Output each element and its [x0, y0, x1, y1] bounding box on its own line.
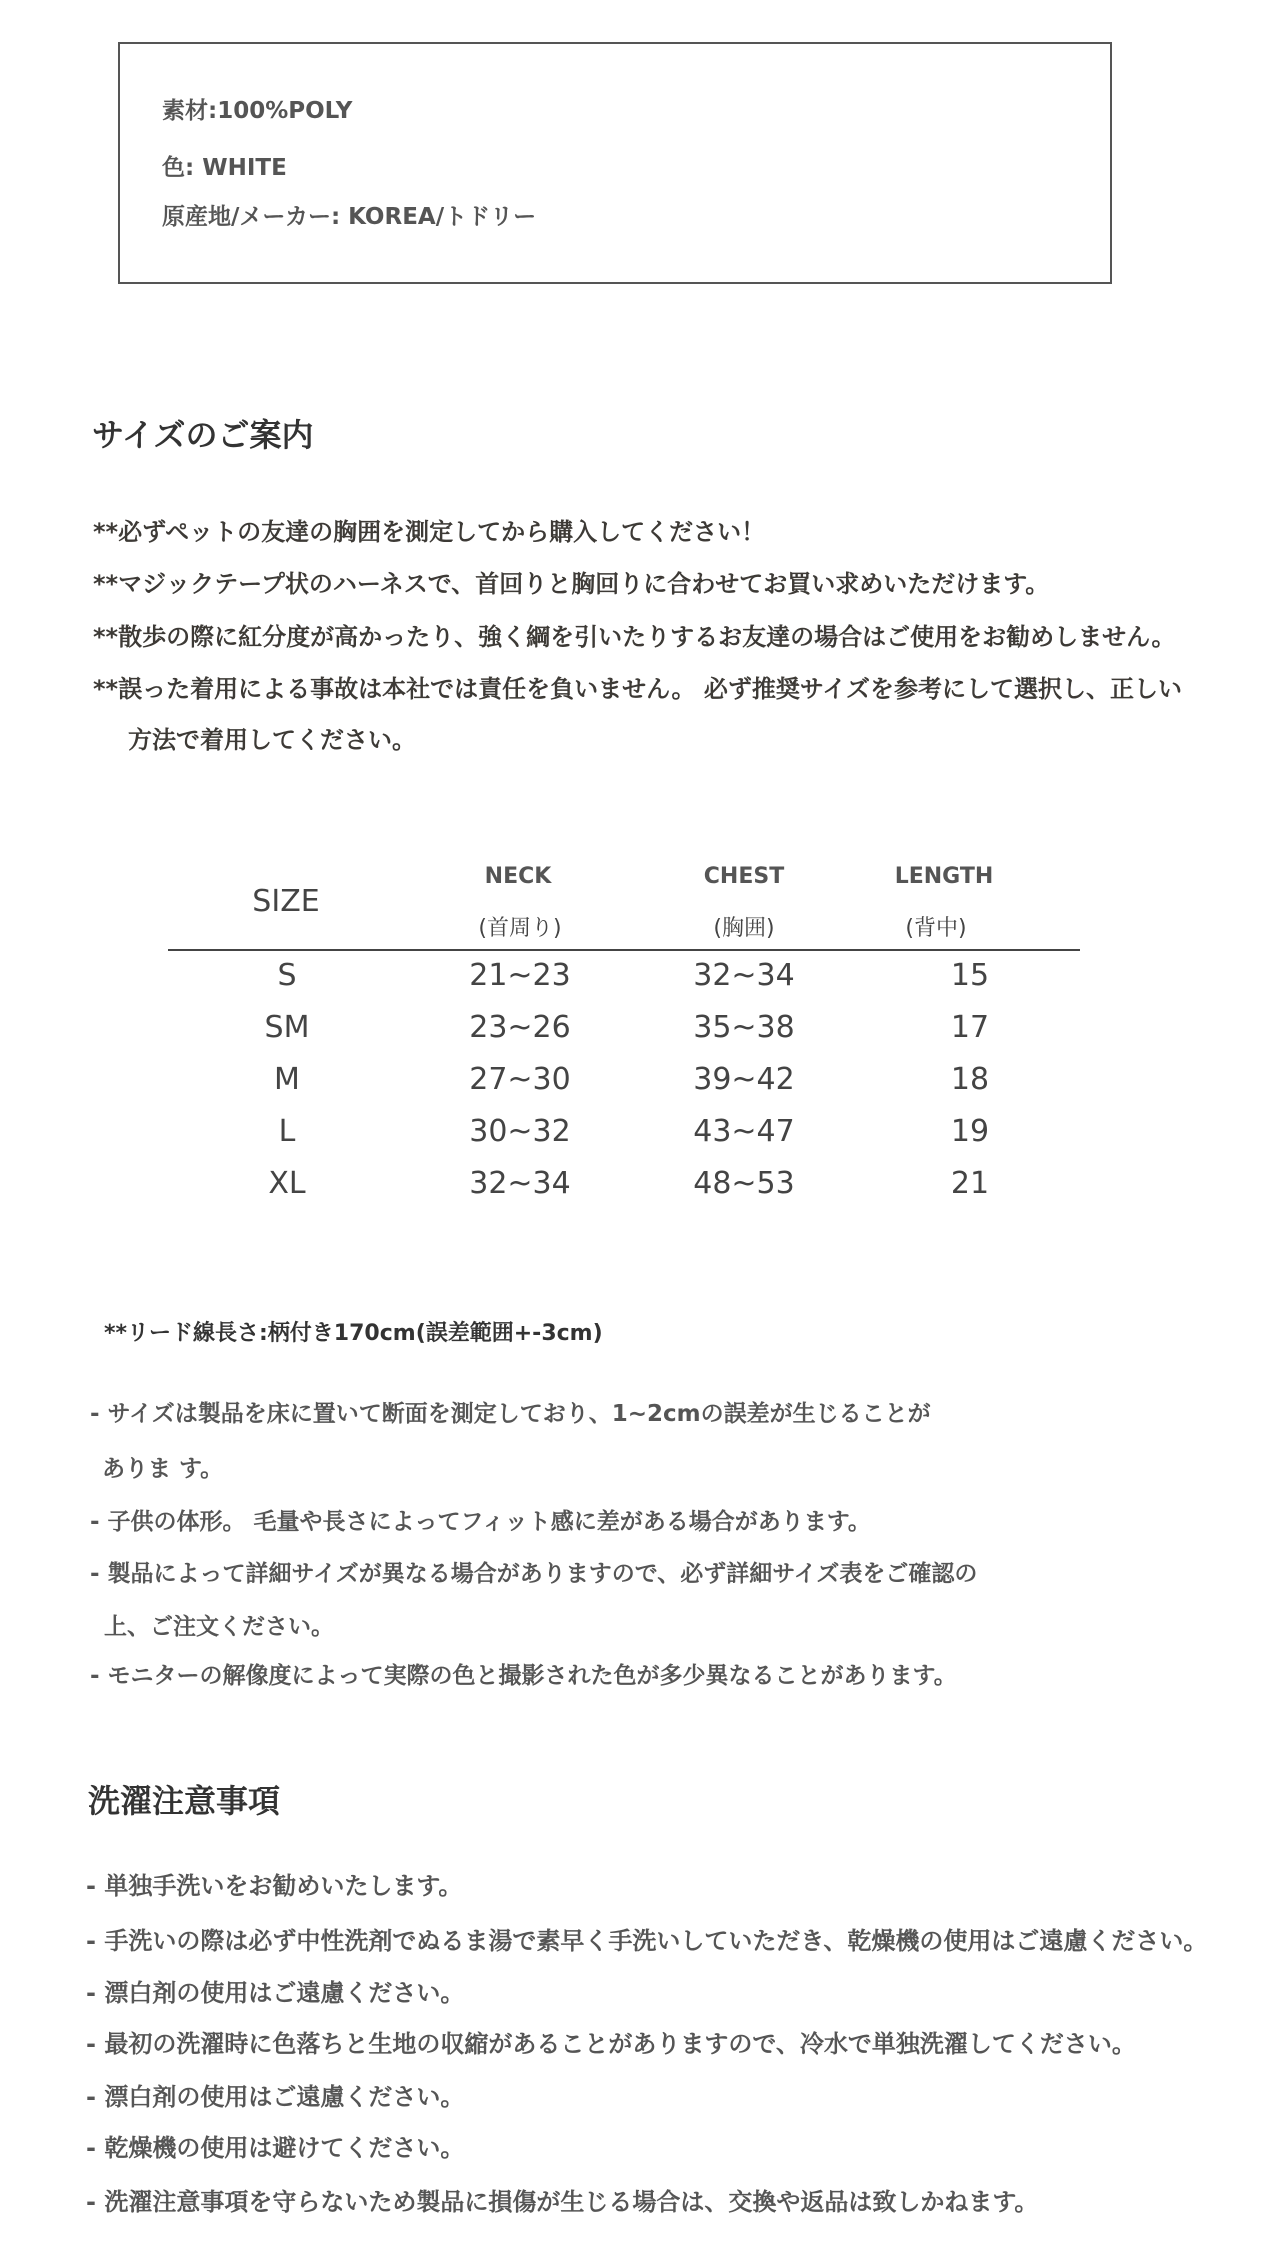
cell-length: 19 [950, 1114, 990, 1149]
header-chest: CHEST [703, 864, 785, 889]
warning-line: 方法で着用してください。 [128, 726, 416, 754]
cell-size: M [274, 1062, 300, 1097]
cell-chest: 35~38 [693, 1010, 795, 1045]
washing-item: - 最初の洗濯時に色落ちと生地の収縮があることがありますので、冷水で単独洗濯してください。 [86, 2030, 1136, 2058]
info-line: - モニターの解像度によって実際の色と撮影された色が多少異なることがあります。 [90, 1663, 957, 1689]
header-length-sub: (背中) [905, 916, 967, 941]
cell-length: 17 [950, 1010, 990, 1045]
header-size: SIZE [252, 884, 320, 919]
cell-size: L [278, 1114, 296, 1149]
info-line: ありま す。 [102, 1456, 224, 1482]
material-text: 素材:100%POLY [162, 98, 353, 124]
cell-size: S [277, 958, 297, 993]
cell-neck: 32~34 [469, 1166, 571, 1201]
origin-text: 原産地/メーカー: KOREA/トドリー [162, 204, 537, 230]
washing-item: - 洗濯注意事項を守らないため製品に損傷が生じる場合は、交換や返品は致しかねます。 [86, 2188, 1039, 2216]
cell-length: 18 [950, 1062, 990, 1097]
cell-length: 15 [950, 958, 990, 993]
warning-line: **マジックテープ状のハーネスで、首回りと胸回りに合わせてお買い求めいただけます。 [93, 570, 1050, 598]
cell-chest: 48~53 [693, 1166, 795, 1201]
color-text: 色: WHITE [162, 155, 287, 181]
cell-neck: 30~32 [469, 1114, 571, 1149]
cell-length: 21 [950, 1166, 990, 1201]
info-line: 上、ご注文ください。 [104, 1614, 334, 1640]
cell-neck: 23~26 [469, 1010, 571, 1045]
cell-size: XL [268, 1166, 306, 1201]
washing-item: - 漂白剤の使用はご遠慮ください。 [86, 1979, 465, 2007]
header-chest-sub: (胸囲) [713, 916, 775, 941]
size-guide-title: サイズのご案内 [92, 416, 314, 454]
warning-line: **必ずペットの友達の胸囲を測定してから購入してください！ [93, 518, 766, 546]
cell-neck: 27~30 [469, 1062, 571, 1097]
washing-title: 洗濯注意事項 [88, 1782, 281, 1820]
table-header-rule [168, 949, 1080, 951]
warning-line: **散歩の際に紅分度が高かったり、強く綱を引いたりするお友達の場合はご使用をお勧めしません。 [93, 623, 1176, 651]
info-line: - サイズは製品を床に置いて断面を測定しており、1~2cmの誤差が生じることが [90, 1401, 931, 1427]
lead-length-note: **リード線長さ:柄付き170cm(誤差範囲+-3cm) [104, 1321, 603, 1346]
washing-item: - 単独手洗いをお勧めいたします。 [86, 1872, 463, 1900]
header-neck: NECK [484, 864, 552, 889]
header-neck-sub: (首周り) [478, 916, 562, 941]
cell-neck: 21~23 [469, 958, 571, 993]
cell-chest: 39~42 [693, 1062, 795, 1097]
info-line: - 子供の体形。 毛量や長さによってフィット感に差がある場合があります。 [90, 1509, 871, 1535]
header-length: LENGTH [894, 864, 994, 889]
cell-size: SM [264, 1010, 310, 1045]
cell-chest: 43~47 [693, 1114, 795, 1149]
warning-line: **誤った着用による事故は本社では責任を負いません。 必ず推奨サイズを参考にして選択し、正しい [93, 675, 1182, 703]
washing-item: - 手洗いの際は必ず中性洗剤でぬるま湯で素早く手洗いしていただき、乾燥機の使用はご遠慮ください。 [86, 1927, 1208, 1955]
info-line: - 製品によって詳細サイズが異なる場合がありますので、必ず詳細サイズ表をご確認の [90, 1561, 978, 1587]
washing-item: - 漂白剤の使用はご遠慮ください。 [86, 2083, 465, 2111]
cell-chest: 32~34 [693, 958, 795, 993]
washing-item: - 乾燥機の使用は避けてください。 [86, 2134, 465, 2162]
